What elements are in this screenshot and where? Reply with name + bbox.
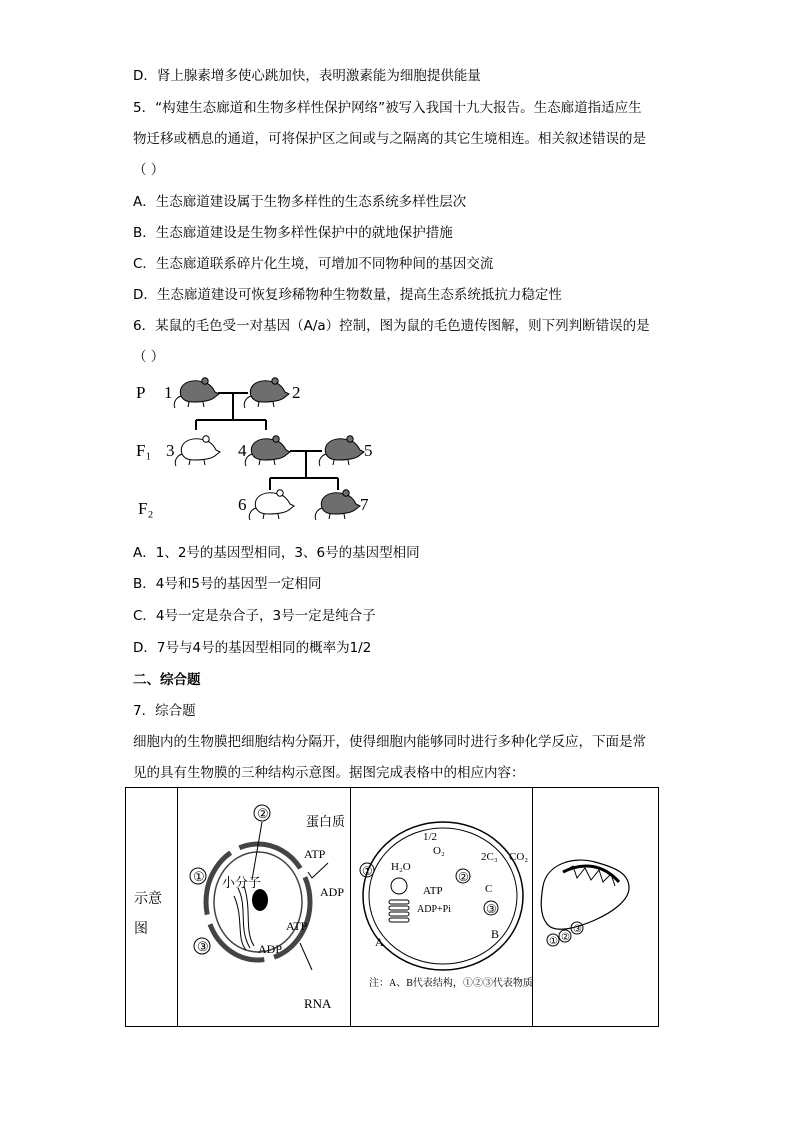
structures-table xyxy=(125,787,659,1027)
structure-b-label: B xyxy=(491,927,500,941)
mouse-4-dark xyxy=(245,436,290,466)
h2o-label: H₂O xyxy=(391,861,411,873)
individual-5-number: 5 xyxy=(364,441,373,460)
atp-arrow-1 xyxy=(308,863,328,878)
generation-f2-label: F₂ xyxy=(138,499,154,518)
protein-label: 蛋白质 xyxy=(306,814,346,829)
q5-paren: （ ） xyxy=(133,162,165,178)
2c3-label: 2C₃ xyxy=(481,851,498,863)
q5-stem-line2: 物迁移或栖息的通道，可将保护区之间或与之隔离的其它生境相连。相关叙述错误的是 xyxy=(133,131,646,147)
row-label xyxy=(134,884,162,944)
mito-label-3: ③ xyxy=(573,924,582,935)
chl-label-3: ③ xyxy=(486,902,497,916)
atp-label-1: ATP xyxy=(304,847,326,861)
o2-label: O₂ xyxy=(433,845,445,857)
section-2-heading: 二、综合题 xyxy=(133,672,201,688)
grana-stack xyxy=(389,900,409,922)
mouse-1-dark xyxy=(174,378,219,408)
q5-option-c: C．生态廊道联系碎片化生境，可增加不同物种间的基因交流 xyxy=(133,256,494,272)
individual-4-number: 4 xyxy=(238,441,247,460)
label-3: ③ xyxy=(197,939,209,954)
atp-label-2: ATP xyxy=(286,919,308,933)
q5-option-a: A．生态廊道建设属于生物多样性的生态系统多样性层次 xyxy=(133,194,467,210)
nucleus-figure-cell xyxy=(178,788,351,1026)
co2-label: CO₂ xyxy=(509,851,529,863)
mouse-6-light xyxy=(249,490,294,520)
q7-paragraph-line2: 见的具有生物膜的三种结构示意图。据图完成表格中的相应内容： xyxy=(133,765,525,781)
structure-a-label: A xyxy=(375,935,384,949)
label-1: ① xyxy=(193,869,205,884)
mouse-7-dark xyxy=(315,490,360,520)
nucleus-diagram xyxy=(178,788,350,1026)
label-2-leader xyxy=(252,822,262,880)
chl-label-1: ① xyxy=(362,864,373,878)
c-label: C xyxy=(485,883,493,895)
individual-6-number: 6 xyxy=(238,495,247,514)
mitochondrion-diagram xyxy=(533,788,659,1026)
mouse-2-dark xyxy=(244,378,289,408)
q5-stem-line1: 5．“构建生态廊道和生物多样性保护网络”被写入我国十九大报告。生态廊道指适应生 xyxy=(133,100,642,116)
q6-option-d: D．7号与4号的基因型相同的概率为1/2 xyxy=(133,640,372,656)
chloroplast-figure-cell xyxy=(351,788,533,1026)
chl-adp-label: ADP+Pi xyxy=(417,904,451,915)
rna-arrow xyxy=(300,943,312,970)
mouse-5-dark xyxy=(319,436,364,466)
q6-stem: 6．某鼠的毛色受一对基因（A/a）控制，图为鼠的毛色遗传图解，则下列判断错误的是 xyxy=(133,318,650,334)
q5-option-d: D．生态廊道建设可恢复珍稀物种生物数量，提高生态系统抵抗力稳定性 xyxy=(133,287,562,303)
chl-label-2: ② xyxy=(458,870,469,884)
mouse-3-light xyxy=(175,436,220,466)
q6-option-b: B．4号和5号的基因型一定相同 xyxy=(133,576,322,592)
chloroplast-diagram xyxy=(351,788,532,1026)
mitochondrion-outer xyxy=(541,860,629,929)
q5-option-b: B．生态廊道建设是生物多样性保护中的就地保护措施 xyxy=(133,225,453,241)
mito-label-2: ② xyxy=(561,932,570,943)
q6-option-c: C．4号一定是杂合子，3号一定是纯合子 xyxy=(133,608,376,624)
q6-paren: （ ） xyxy=(133,349,165,365)
rna-label: RNA xyxy=(304,996,332,1011)
individual-3-number: 3 xyxy=(166,441,175,460)
label-2: ② xyxy=(257,806,269,821)
q7-title: 7．综合题 xyxy=(133,703,196,719)
mito-label-1: ① xyxy=(549,936,558,947)
chl-atp-label: ATP xyxy=(423,885,443,897)
individual-1-number: 1 xyxy=(164,383,173,402)
mouse-pedigree-diagram xyxy=(130,372,390,532)
row-label-line2: 图 xyxy=(134,921,148,937)
q6-option-a: A．1、2号的基因型相同，3、6号的基因型相同 xyxy=(133,545,420,561)
q4-option-d: D．肾上腺素增多使心跳加快，表明激素能为细胞提供能量 xyxy=(133,68,481,84)
individual-7-number: 7 xyxy=(360,495,369,514)
individual-2-number: 2 xyxy=(292,383,301,402)
photosystem-circle xyxy=(391,878,407,894)
small-molecule-label: 小分子 xyxy=(222,875,262,890)
row-label-cell xyxy=(126,788,178,1026)
q7-paragraph-line1: 细胞内的生物膜把细胞结构分隔开，使得细胞内能够同时进行多种化学反应，下面是常 xyxy=(133,734,646,750)
generation-p-label: P xyxy=(136,383,146,402)
nucleolus xyxy=(252,889,268,911)
chromatin xyxy=(234,886,254,950)
adp-label-2: ADP xyxy=(258,942,283,956)
mitochondrion-figure-cell xyxy=(533,788,660,1026)
half-label: 1/2 xyxy=(423,831,438,843)
row-label-line1: 示意 xyxy=(134,891,162,907)
adp-label-1: ADP xyxy=(320,885,345,899)
chloroplast-note: 注：A、B代表结构，①②③代表物质。 xyxy=(369,978,532,989)
generation-f1-label: F₁ xyxy=(136,441,152,460)
